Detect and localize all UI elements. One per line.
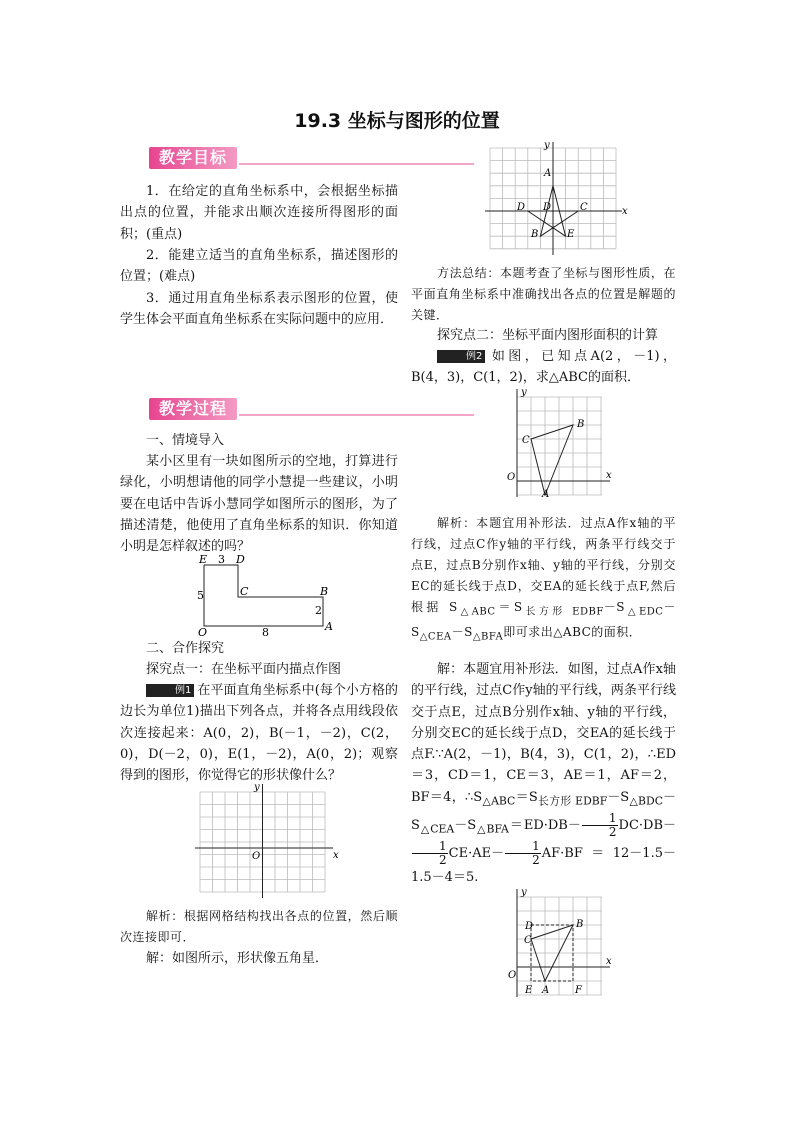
label-3: 3	[218, 553, 225, 566]
y-axis-label: y	[521, 387, 527, 398]
label-O: O	[198, 626, 208, 639]
analysis-text: ＝S	[495, 600, 523, 614]
fraction-denominator: 2	[439, 852, 447, 867]
triangle-figure	[505, 385, 615, 503]
label-F: F	[575, 985, 582, 996]
example-1-solution: 解：如图所示，形状像五角星．	[146, 951, 329, 966]
section2-title: 二、合作探究	[146, 641, 225, 656]
solution-text: DC·DB－	[618, 817, 676, 833]
label-B: B	[577, 419, 585, 430]
label-A: A	[544, 168, 552, 179]
analysis-text: －S	[451, 625, 473, 640]
fraction-numerator: 1	[505, 840, 541, 854]
example-1	[120, 680, 398, 786]
solution-text: －S	[411, 789, 676, 833]
label-C: C	[580, 202, 588, 213]
label-8: 8	[262, 626, 269, 639]
origin-label: O	[252, 851, 261, 862]
goal-3: 3．通过用直角坐标系表示图形的位置，使学生体会平面直角坐标系在实际问题中的应用．	[120, 291, 398, 328]
y-axis-label: y	[521, 887, 527, 898]
x-axis-label: x	[622, 206, 628, 217]
label-B: B	[576, 919, 584, 930]
x-axis-label: x	[333, 850, 339, 861]
page-title: 19.3 坐标与图形的位置	[294, 110, 500, 132]
goal-1: 1．在给定的直角坐标系中，会根据坐标描出点的位置，并能求出顺次连接所得图形的面积；(重点)	[120, 184, 398, 242]
fraction-half	[505, 840, 541, 867]
example-1-text: 在平面直角坐标系中(每个小方格的边长为单位1)描出下列各点，并将各点用线段依次连接起来：A(0，2)，B(－1，－2)，C(2，0)，D(－2，0)，E(1，－2)，A(0，2)；观察得到的图形，你觉得它的形状像什么？	[120, 683, 398, 784]
label-A: A	[325, 620, 333, 633]
grid-lines	[517, 397, 602, 495]
l-shape-outline	[204, 565, 323, 626]
triangle-abc	[531, 425, 573, 495]
label-E: E	[525, 985, 533, 996]
analysis-sub: △CEA	[419, 631, 452, 643]
y-axis-label: y	[544, 140, 550, 151]
section1-text: 某小区里有一块如图所示的空地，打算进行绿化，小明想请他的同学小慧提一些建议，小明要在电话中告诉小慧同学如图所示的图形，为了描述清楚，他使用了直角坐标系的知识．你知道小明是怎样叙述的吗？	[120, 454, 398, 555]
goals-banner-label: 教学目标	[149, 147, 237, 169]
fraction-denominator: 2	[532, 852, 540, 867]
fraction-numerator: 1	[582, 812, 618, 826]
analysis-text: 即可求出△ABC的面积．	[503, 625, 642, 640]
label-B: B	[531, 229, 539, 240]
completion-figure	[505, 885, 615, 1003]
method-summary: 方法总结：本题考查了坐标与图形性质，在平面直角坐标系中准确找出各点的位置是解题的关键．	[411, 266, 676, 322]
x-axis-label: x	[606, 470, 612, 481]
label-E: E	[199, 553, 208, 566]
label-C: C	[240, 585, 249, 598]
solution-text: －S	[454, 817, 477, 833]
solution-text: ＝ED·DB－	[508, 817, 581, 833]
empty-grid-figure	[190, 780, 340, 905]
solution-sub: △BFA	[476, 822, 509, 836]
l-shape-figure	[190, 552, 340, 640]
example-1-analysis: 解析：根据网格结构找出各点的位置，然后顺次连接即可．	[120, 909, 398, 944]
solution-text: AF·BF＝12－1.5－1.5－4＝5.	[411, 845, 676, 885]
fraction-half	[412, 840, 448, 867]
banner-rule	[239, 163, 474, 165]
label-5: 5	[197, 589, 204, 602]
point1-title: 探究点一：在坐标平面内描点作图	[146, 662, 342, 677]
solution-text: ＝S	[515, 789, 538, 805]
solution-text: 解：本题宜用补形法．如图，过点A作x轴的平行线，过点C作y轴的平行线，两条平行线交于点E，过点B分别作x轴、y轴的平行线，分别交EC的延长线于点D，交EA的延长线于点F.∵A(2，－1)，B(4，3)，C(1，2)，∴ED＝3，CD＝1，CE＝3，AE＝1，AF＝2，BF＝4，∴S	[411, 662, 676, 805]
solution-sub: △ABC	[482, 794, 516, 808]
goal-2: 2．能建立适当的直角坐标系，描述图形的位置；(难点)	[120, 248, 398, 285]
solution-text: －S	[607, 789, 630, 805]
label-C: C	[524, 935, 532, 946]
star-figure	[480, 140, 630, 258]
origin-label: O	[508, 970, 517, 981]
point2-title: 探究点二：坐标平面内图形面积的计算	[437, 328, 659, 343]
label-D: D	[236, 553, 245, 566]
analysis-sub: △BFA	[472, 631, 504, 643]
example-2	[411, 346, 676, 389]
goals-banner	[149, 147, 474, 169]
solution-sub: △CEA	[419, 822, 455, 836]
example-2-solution	[411, 659, 676, 888]
example-2-badge: 例2	[437, 350, 485, 363]
label-E: E	[567, 229, 575, 240]
example-2-analysis	[411, 513, 676, 648]
analysis-text: －S	[411, 600, 676, 640]
fraction-numerator: 1	[412, 840, 448, 854]
fraction-half	[582, 812, 618, 839]
section1-title: 一、情境导入	[146, 433, 225, 448]
fraction-denominator: 2	[608, 824, 617, 839]
origin-label: O	[507, 472, 516, 483]
label-2: 2	[315, 604, 322, 617]
example-1-badge: 例1	[146, 684, 194, 697]
label-D: D	[525, 921, 534, 932]
grid-lines	[517, 897, 602, 995]
analysis-sub: △EDC	[625, 606, 664, 618]
banner-rule	[239, 414, 474, 416]
y-axis-label: y	[254, 782, 260, 793]
solution-sub: 长方形 EDBF	[537, 794, 608, 808]
label-C: C	[522, 435, 530, 446]
analysis-sub: 长方形 EDBF	[522, 606, 604, 618]
process-banner	[149, 398, 474, 420]
label-D: D	[517, 202, 526, 213]
label-A: A	[542, 985, 550, 996]
example-2-text: 如图，已知点A(2，－1)，B(4，3)，C(1，2)，求△ABC的面积．	[411, 349, 676, 386]
analysis-text: －S	[603, 600, 626, 614]
label-O: D	[543, 202, 552, 213]
x-axis-label: x	[606, 956, 612, 967]
process-banner-label: 教学过程	[149, 398, 237, 420]
solution-sub: △BDC	[629, 794, 663, 808]
analysis-sub: △ABC	[457, 606, 496, 618]
label-A: A	[542, 489, 550, 500]
label-B: B	[320, 585, 329, 598]
analysis-text: 解析：本题宜用补形法．过点A作x轴的平行线，过点C作y轴的平行线，两条平行线交于点E，过点B分别作x轴、y轴的平行线，分别交EC的延长线于点D，交EA的延长线于点F,然后根据 S	[411, 516, 676, 614]
solution-text: CE·AE－	[448, 845, 505, 861]
